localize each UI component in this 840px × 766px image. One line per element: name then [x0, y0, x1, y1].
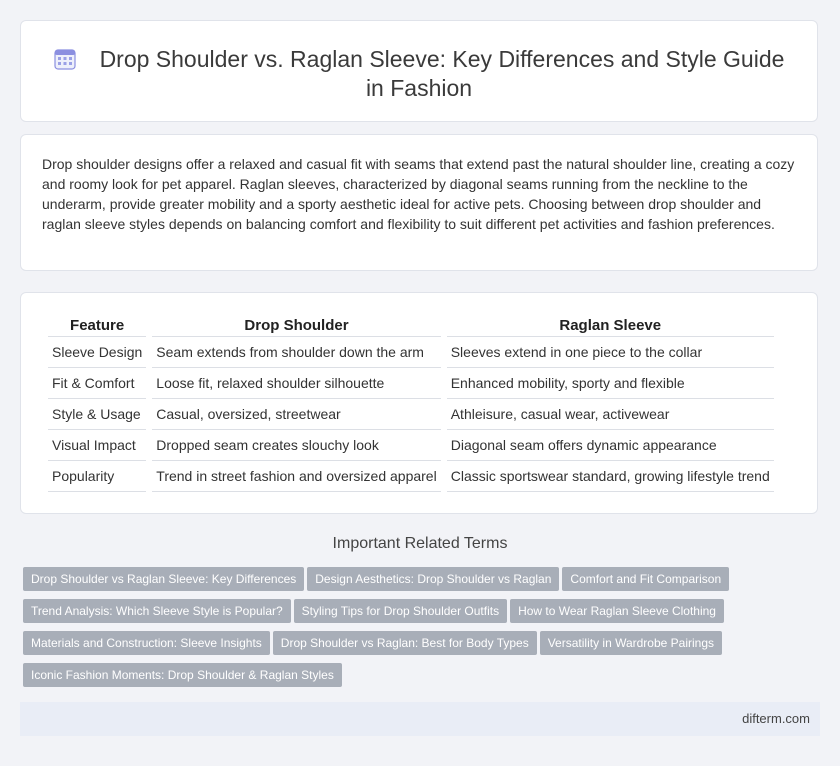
- table-row: [48, 336, 774, 367]
- table-cell: Visual Impact: [48, 429, 146, 460]
- related-terms-title: Important Related Terms: [332, 535, 508, 552]
- table-row: [48, 429, 774, 460]
- related-term-tag[interactable]: Drop Shoulder vs Raglan: Best for Body Types: [273, 631, 537, 655]
- related-term-tag[interactable]: Materials and Construction: Sleeve Insights: [23, 631, 270, 655]
- page-title-wrap: [51, 45, 787, 103]
- header-drop-shoulder: Drop Shoulder: [244, 316, 349, 334]
- related-term-tag[interactable]: Trend Analysis: Which Sleeve Style is Popular?: [23, 599, 291, 623]
- table-cell: Enhanced mobility, sporty and flexible: [447, 367, 774, 398]
- table-cell: Seam extends from shoulder down the arm: [152, 336, 440, 367]
- table-cell: Style & Usage: [48, 398, 146, 429]
- related-term-tag[interactable]: Design Aesthetics: Drop Shoulder vs Raglan: [307, 567, 559, 591]
- comparison-card: [20, 292, 818, 514]
- page-title: Drop Shoulder vs. Raglan Sleeve: Key Differences and Style Guide in Fashion: [99, 46, 785, 101]
- related-term-tag[interactable]: Iconic Fashion Moments: Drop Shoulder & Raglan Styles: [23, 663, 342, 687]
- table-cell: Diagonal seam offers dynamic appearance: [447, 429, 774, 460]
- table-cell: Loose fit, relaxed shoulder silhouette: [152, 367, 440, 398]
- header-raglan-sleeve: Raglan Sleeve: [559, 316, 662, 334]
- related-term-tag[interactable]: Drop Shoulder vs Raglan Sleeve: Key Differences: [23, 567, 304, 591]
- table-cell: Dropped seam creates slouchy look: [152, 429, 440, 460]
- table-row: [48, 460, 774, 492]
- related-term-tag[interactable]: Comfort and Fit Comparison: [562, 567, 729, 591]
- table-row: [48, 398, 774, 429]
- related-term-tag[interactable]: Versatility in Wardrobe Pairings: [540, 631, 722, 655]
- footer-brand[interactable]: difterm.com: [742, 711, 810, 726]
- table-cell: Sleeve Design: [48, 336, 146, 367]
- comparison-table: [42, 314, 780, 492]
- table-header-row: [48, 314, 774, 336]
- table-cell: Fit & Comfort: [48, 367, 146, 398]
- intro-paragraph: Drop shoulder designs offer a relaxed and casual fit with seams that extend past the natural shoulder line, creating a cozy and roomy look for pet apparel. Raglan sleeves, characterized by diagonal seams running from the neckline to the underarm, provide greater mobility and a sporty aesthetic ideal for active pets. Choosing between drop shoulder and raglan sleeve styles depends on balancing comfort and flexibility to suit different pet activities and fashion preferences.: [42, 156, 795, 232]
- footer: [20, 702, 820, 736]
- intro-card: [20, 134, 818, 271]
- table-cell: Athleisure, casual wear, activewear: [447, 398, 774, 429]
- title-card: [20, 20, 818, 122]
- calendar-icon: [54, 48, 76, 70]
- related-terms-list: [23, 567, 813, 695]
- table-row: [48, 367, 774, 398]
- table-cell: Casual, oversized, streetwear: [152, 398, 440, 429]
- table-cell: Classic sportswear standard, growing lifestyle trend: [447, 460, 774, 492]
- related-term-tag[interactable]: How to Wear Raglan Sleeve Clothing: [510, 599, 724, 623]
- header-feature: Feature: [70, 316, 125, 334]
- related-term-tag[interactable]: Styling Tips for Drop Shoulder Outfits: [294, 599, 507, 623]
- table-cell: Trend in street fashion and oversized apparel: [152, 460, 440, 492]
- table-cell: Sleeves extend in one piece to the collar: [447, 336, 774, 367]
- table-cell: Popularity: [48, 460, 146, 492]
